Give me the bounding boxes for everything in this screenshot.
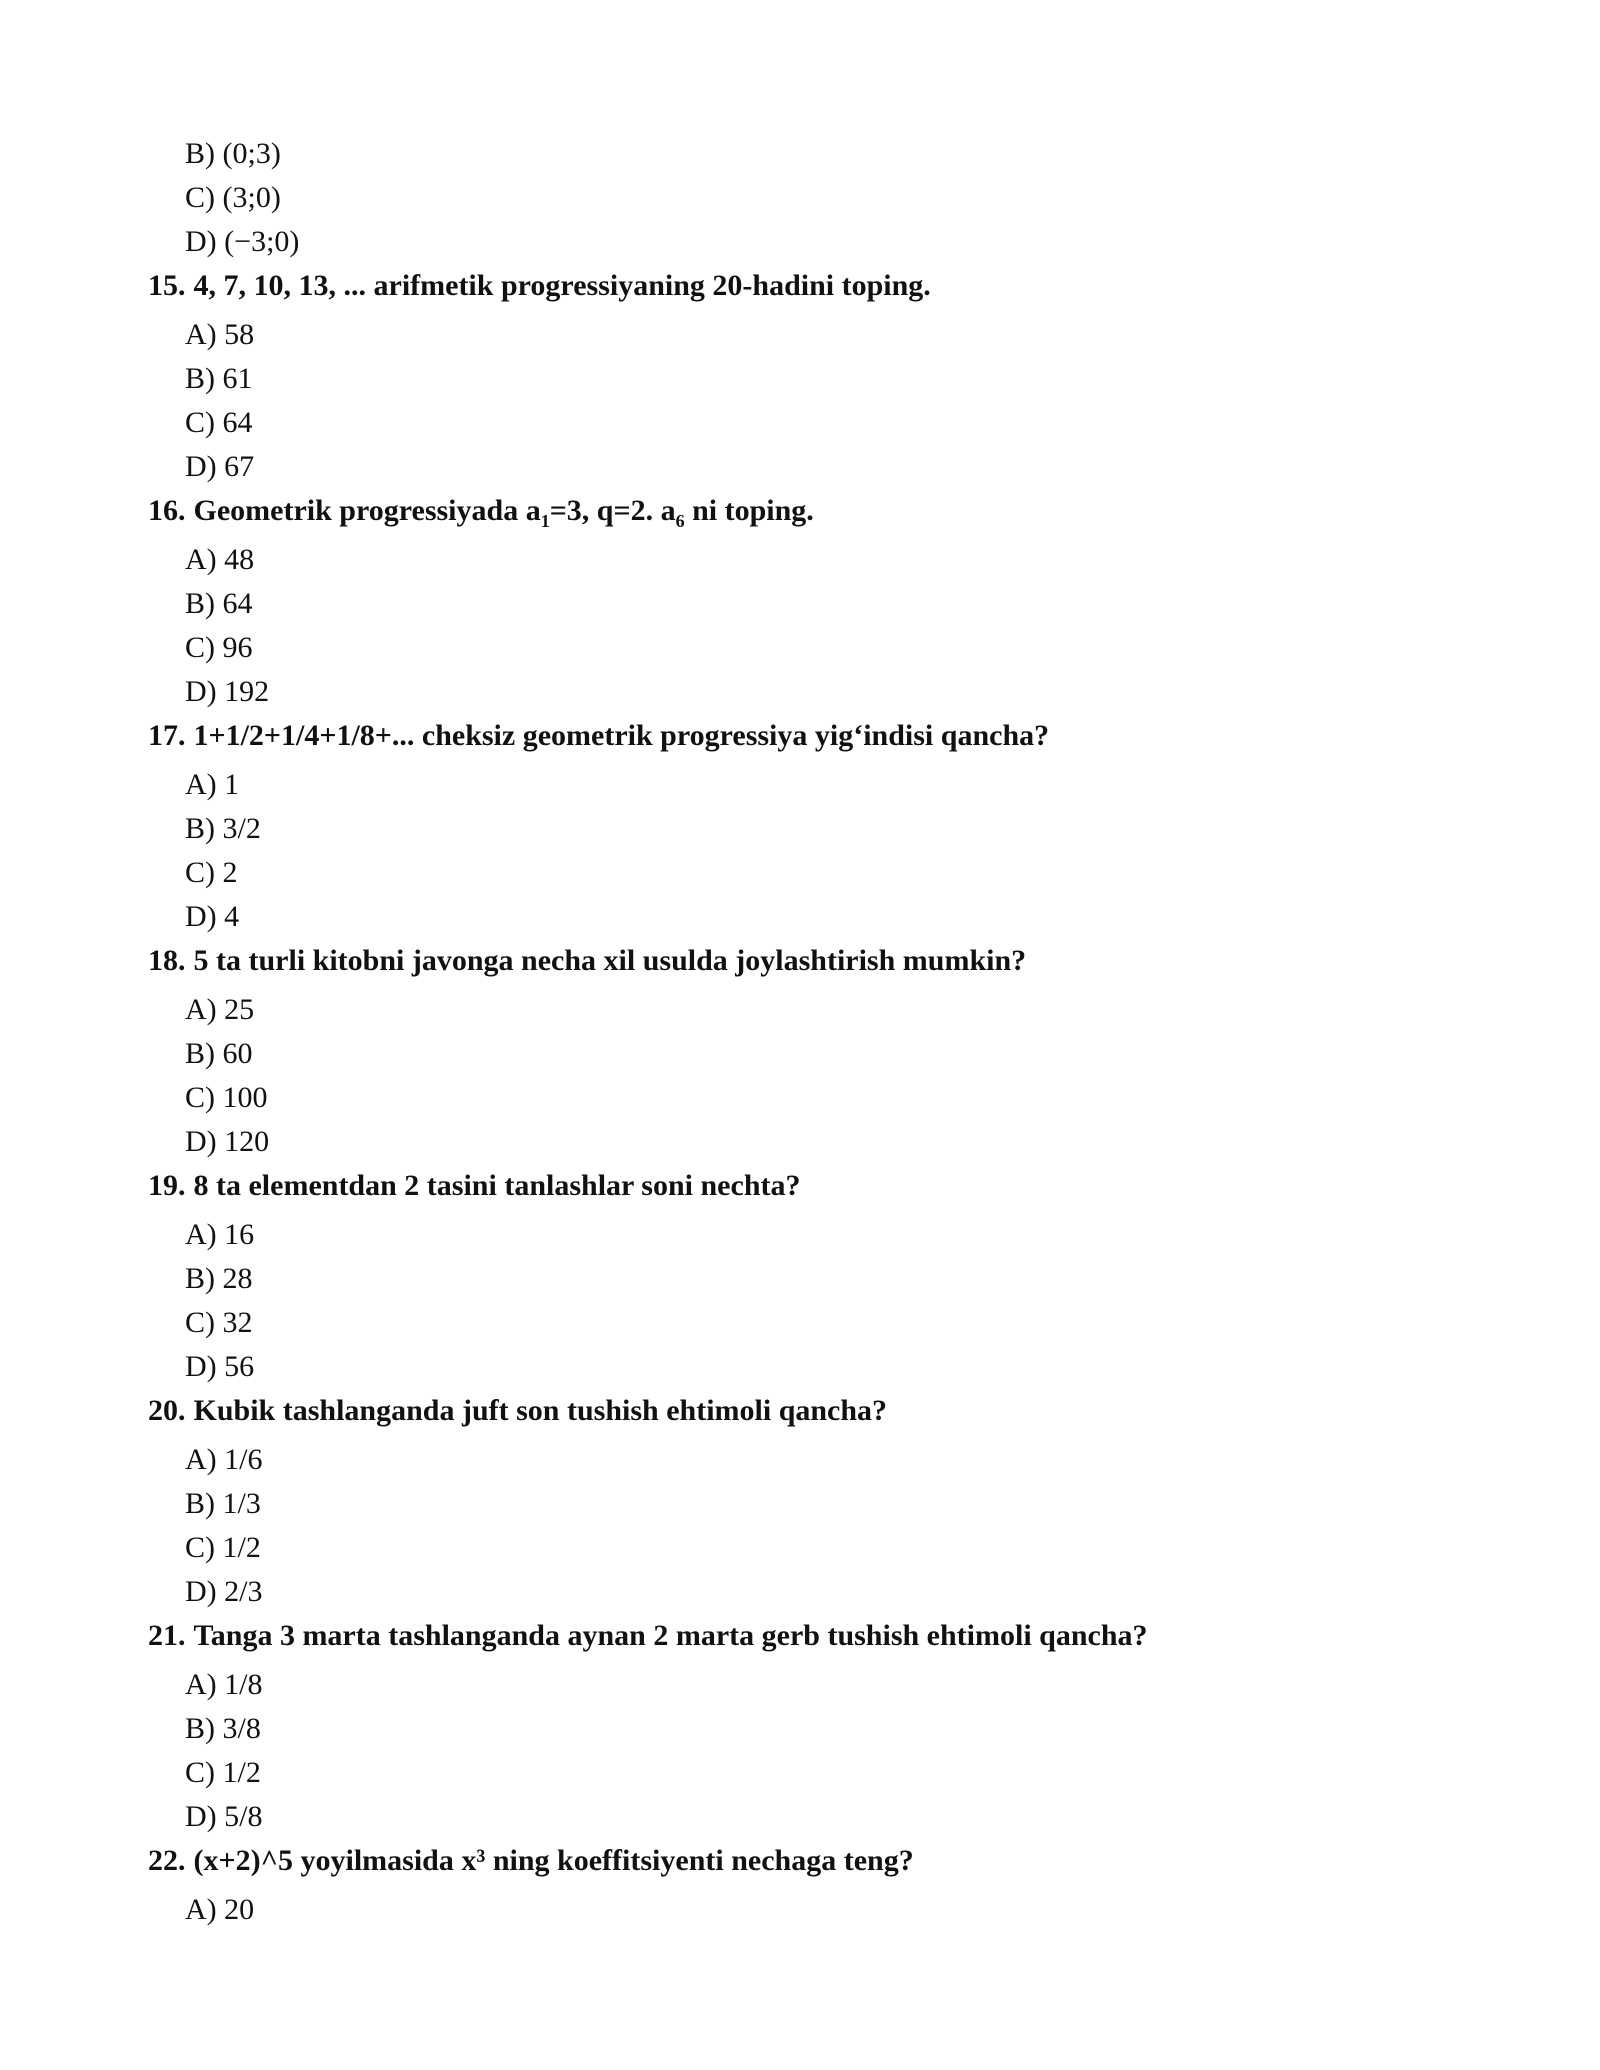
option-b: B) 64 [185,587,253,620]
option-b: B) 3/2 [185,812,261,845]
question-text: 5 ta turli kitobni javonga necha xil usulda joylashtirish mumkin? [193,944,1027,977]
option-a: A) 48 [185,543,255,576]
option-c: C) 96 [185,631,253,664]
question-22 [148,1839,1498,1883]
question-text: 4, 7, 10, 13, ... arifmetik progressiyaning 20-hadini toping. [193,269,931,302]
question-text-part: =3, q=2. a [549,494,676,527]
option-d: D) 67 [185,450,255,483]
question-17 [148,714,1498,758]
option-d: D) 5/8 [185,1800,263,1833]
option-b: B) (0;3) [185,137,281,170]
subscript: 1 [540,511,550,531]
option-d: D) 2/3 [185,1575,263,1608]
option-a: A) 20 [185,1893,255,1926]
option-a: A) 1/8 [185,1668,263,1701]
option-c: C) 1/2 [185,1531,261,1564]
option-a: A) 16 [185,1218,255,1251]
question-20 [148,1389,1498,1433]
option-b: B) 28 [185,1262,253,1295]
option-d: D) 120 [185,1125,270,1158]
option-c: C) 32 [185,1306,253,1339]
question-18 [148,939,1498,983]
question-15 [148,264,1498,308]
question-number: 16. [148,494,186,527]
option-c: C) 100 [185,1081,268,1114]
question-text: (x+2)^5 yoyilmasida x³ ning koeffitsiyenti nechaga teng? [193,1844,914,1877]
option-a: A) 58 [185,318,255,351]
option-d: D) 192 [185,675,270,708]
document-content [148,132,1498,1932]
option-a: A) 1 [185,768,240,801]
question-21 [148,1614,1498,1658]
option-d: D) (−3;0) [185,225,300,258]
question-number: 15. [148,269,186,302]
option-c: C) (3;0) [185,181,281,214]
question-text: 8 ta elementdan 2 tasini tanlashlar soni nechta? [193,1169,801,1202]
question-text-part: Geometrik progressiyada a [193,494,541,527]
option-d: D) 56 [185,1350,255,1383]
question-text-part: ni toping. [684,494,814,527]
question-number: 20. [148,1394,186,1427]
question-text: Kubik tashlanganda juft son tushish ehtimoli qancha? [193,1394,888,1427]
option-d: D) 4 [185,900,240,933]
question-number: 21. [148,1619,186,1652]
question-number: 22. [148,1844,186,1877]
option-a: A) 1/6 [185,1443,263,1476]
question-19 [148,1164,1498,1208]
question-number: 19. [148,1169,186,1202]
option-c: C) 2 [185,856,238,889]
option-b: B) 61 [185,362,253,395]
option-c: C) 64 [185,406,253,439]
subscript: 6 [675,511,685,531]
option-a: A) 25 [185,993,255,1026]
question-text: 1+1/2+1/4+1/8+... cheksiz geometrik progressiya yig‘indisi qancha? [193,719,1050,752]
question-text: Tanga 3 marta tashlanganda aynan 2 marta gerb tushish ehtimoli qancha? [193,1619,1148,1652]
question-16 [148,489,1498,533]
option-b: B) 1/3 [185,1487,261,1520]
option-b: B) 3/8 [185,1712,261,1745]
option-b: B) 60 [185,1037,253,1070]
question-number: 18. [148,944,186,977]
question-number: 17. [148,719,186,752]
option-c: C) 1/2 [185,1756,261,1789]
